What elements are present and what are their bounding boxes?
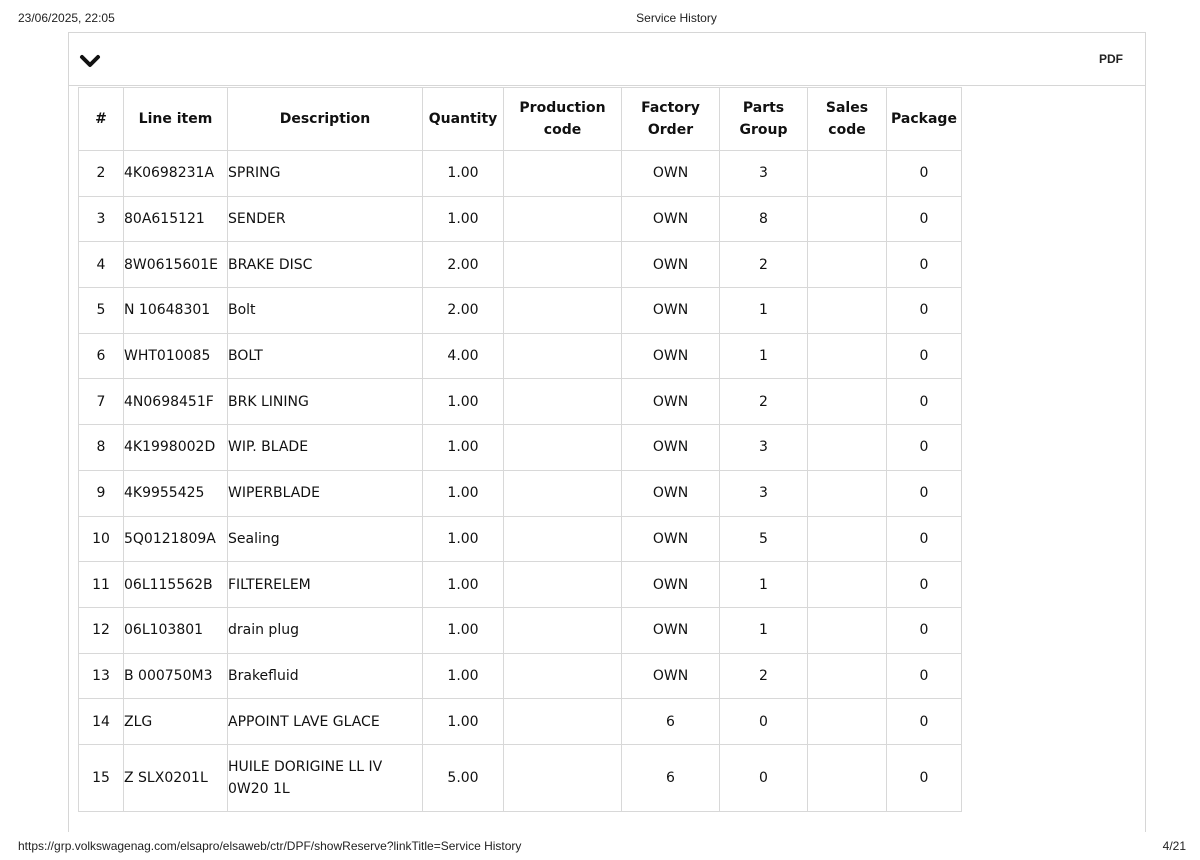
cell-quantity: 1.00 (423, 516, 504, 562)
cell-num: 13 (79, 653, 124, 699)
cell-num: 14 (79, 699, 124, 745)
cell-sales-code (808, 744, 887, 811)
cell-parts-group: 1 (720, 288, 808, 334)
cell-quantity: 1.00 (423, 470, 504, 516)
cell-num: 3 (79, 196, 124, 242)
cell-package: 0 (887, 288, 962, 334)
cell-line-item: 8W0615601E (124, 242, 228, 288)
cell-description: Sealing (228, 516, 423, 562)
cell-factory-order: OWN (622, 333, 720, 379)
cell-num: 9 (79, 470, 124, 516)
table-row (79, 562, 962, 608)
cell-package: 0 (887, 333, 962, 379)
cell-package: 0 (887, 151, 962, 197)
cell-line-item: ZLG (124, 699, 228, 745)
table-row (79, 151, 962, 197)
table-header-row (79, 88, 962, 151)
cell-num: 11 (79, 562, 124, 608)
cell-parts-group: 2 (720, 653, 808, 699)
cell-line-item: WHT010085 (124, 333, 228, 379)
cell-factory-order: OWN (622, 470, 720, 516)
cell-parts-group: 3 (720, 151, 808, 197)
header-quantity: Quantity (423, 88, 504, 151)
cell-parts-group: 0 (720, 699, 808, 745)
cell-factory-order: OWN (622, 425, 720, 471)
cell-line-item: Z SLX0201L (124, 744, 228, 811)
cell-sales-code (808, 470, 887, 516)
cell-description: SPRING (228, 151, 423, 197)
header-description: Description (228, 88, 423, 151)
cell-sales-code (808, 562, 887, 608)
cell-quantity: 1.00 (423, 562, 504, 608)
header-package: Package (887, 88, 962, 151)
table-row (79, 425, 962, 471)
cell-quantity: 2.00 (423, 288, 504, 334)
cell-production-code (504, 196, 622, 242)
print-url: https://grp.volkswagenag.com/elsapro/elsaweb/ctr/DPF/showReserve?linkTitle=Service History (18, 839, 522, 853)
cell-production-code (504, 516, 622, 562)
cell-quantity: 1.00 (423, 151, 504, 197)
cell-production-code (504, 607, 622, 653)
cell-line-item: 4N0698451F (124, 379, 228, 425)
cell-description: Brakefluid (228, 653, 423, 699)
cell-factory-order: OWN (622, 288, 720, 334)
cell-parts-group: 3 (720, 470, 808, 516)
cell-production-code (504, 470, 622, 516)
cell-package: 0 (887, 699, 962, 745)
cell-parts-group: 3 (720, 425, 808, 471)
cell-description: WIP. BLADE (228, 425, 423, 471)
cell-quantity: 1.00 (423, 607, 504, 653)
cell-line-item: 80A615121 (124, 196, 228, 242)
cell-production-code (504, 562, 622, 608)
cell-production-code (504, 379, 622, 425)
cell-line-item: B 000750M3 (124, 653, 228, 699)
cell-package: 0 (887, 516, 962, 562)
cell-description: SENDER (228, 196, 423, 242)
cell-quantity: 2.00 (423, 242, 504, 288)
cell-package: 0 (887, 607, 962, 653)
cell-parts-group: 2 (720, 379, 808, 425)
cell-description: BRAKE DISC (228, 242, 423, 288)
table-row (79, 379, 962, 425)
table-row (79, 333, 962, 379)
header-sales-code: Sales code (808, 88, 887, 151)
cell-production-code (504, 699, 622, 745)
cell-package: 0 (887, 196, 962, 242)
print-datetime: 23/06/2025, 22:05 (18, 11, 115, 25)
cell-parts-group: 2 (720, 242, 808, 288)
cell-line-item: 4K9955425 (124, 470, 228, 516)
cell-line-item: 5Q0121809A (124, 516, 228, 562)
cell-quantity: 1.00 (423, 425, 504, 471)
header-line-item: Line item (124, 88, 228, 151)
table-row (79, 196, 962, 242)
header-factory-order: Factory Order (622, 88, 720, 151)
cell-sales-code (808, 288, 887, 334)
table-row (79, 470, 962, 516)
cell-package: 0 (887, 653, 962, 699)
cell-num: 6 (79, 333, 124, 379)
cell-sales-code (808, 699, 887, 745)
cell-sales-code (808, 151, 887, 197)
print-page-number: 4/21 (1162, 839, 1186, 853)
cell-parts-group: 1 (720, 333, 808, 379)
cell-quantity: 1.00 (423, 699, 504, 745)
cell-package: 0 (887, 379, 962, 425)
cell-description: BRK LINING (228, 379, 423, 425)
cell-package: 0 (887, 744, 962, 811)
cell-line-item: 06L103801 (124, 607, 228, 653)
cell-production-code (504, 151, 622, 197)
cell-factory-order: 6 (622, 744, 720, 811)
cell-parts-group: 1 (720, 562, 808, 608)
parts-table (78, 87, 962, 812)
cell-num: 15 (79, 744, 124, 811)
cell-num: 8 (79, 425, 124, 471)
cell-num: 12 (79, 607, 124, 653)
cell-num: 4 (79, 242, 124, 288)
cell-package: 0 (887, 242, 962, 288)
cell-package: 0 (887, 425, 962, 471)
cell-factory-order: OWN (622, 379, 720, 425)
cell-production-code (504, 288, 622, 334)
cell-description: HUILE DORIGINE LL IV 0W20 1L (228, 744, 423, 811)
cell-production-code (504, 425, 622, 471)
header-num: # (79, 88, 124, 151)
print-title: Service History (636, 11, 717, 25)
cell-quantity: 1.00 (423, 653, 504, 699)
cell-sales-code (808, 653, 887, 699)
cell-sales-code (808, 607, 887, 653)
cell-quantity: 1.00 (423, 196, 504, 242)
table-row (79, 242, 962, 288)
cell-parts-group: 5 (720, 516, 808, 562)
panel-header (69, 33, 1145, 86)
cell-description: WIPERBLADE (228, 470, 423, 516)
cell-factory-order: OWN (622, 653, 720, 699)
cell-line-item: 4K1998002D (124, 425, 228, 471)
cell-sales-code (808, 425, 887, 471)
print-header (0, 11, 1200, 27)
cell-quantity: 1.00 (423, 379, 504, 425)
cell-description: BOLT (228, 333, 423, 379)
header-production-code: Production code (504, 88, 622, 151)
cell-sales-code (808, 516, 887, 562)
cell-production-code (504, 242, 622, 288)
table-row (79, 607, 962, 653)
cell-description: drain plug (228, 607, 423, 653)
cell-num: 5 (79, 288, 124, 334)
cell-line-item: 06L115562B (124, 562, 228, 608)
cell-factory-order: OWN (622, 242, 720, 288)
table-row (79, 744, 962, 811)
cell-package: 0 (887, 562, 962, 608)
table-row (79, 699, 962, 745)
cell-line-item: N 10648301 (124, 288, 228, 334)
table-row (79, 653, 962, 699)
cell-factory-order: OWN (622, 151, 720, 197)
cell-production-code (504, 653, 622, 699)
cell-num: 10 (79, 516, 124, 562)
cell-num: 7 (79, 379, 124, 425)
cell-production-code (504, 744, 622, 811)
cell-parts-group: 1 (720, 607, 808, 653)
cell-quantity: 5.00 (423, 744, 504, 811)
cell-factory-order: 6 (622, 699, 720, 745)
cell-description: FILTERELEM (228, 562, 423, 608)
header-parts-group: Parts Group (720, 88, 808, 151)
cell-sales-code (808, 379, 887, 425)
cell-quantity: 4.00 (423, 333, 504, 379)
cell-package: 0 (887, 470, 962, 516)
cell-num: 2 (79, 151, 124, 197)
print-footer (0, 839, 1200, 855)
chevron-down-icon[interactable] (79, 53, 101, 69)
cell-description: APPOINT LAVE GLACE (228, 699, 423, 745)
cell-factory-order: OWN (622, 607, 720, 653)
cell-parts-group: 0 (720, 744, 808, 811)
cell-sales-code (808, 242, 887, 288)
cell-factory-order: OWN (622, 516, 720, 562)
table-row (79, 516, 962, 562)
cell-sales-code (808, 333, 887, 379)
table-row (79, 288, 962, 334)
pdf-button[interactable]: PDF (1099, 52, 1123, 66)
cell-line-item: 4K0698231A (124, 151, 228, 197)
cell-sales-code (808, 196, 887, 242)
cell-factory-order: OWN (622, 196, 720, 242)
cell-parts-group: 8 (720, 196, 808, 242)
cell-production-code (504, 333, 622, 379)
cell-description: Bolt (228, 288, 423, 334)
cell-factory-order: OWN (622, 562, 720, 608)
